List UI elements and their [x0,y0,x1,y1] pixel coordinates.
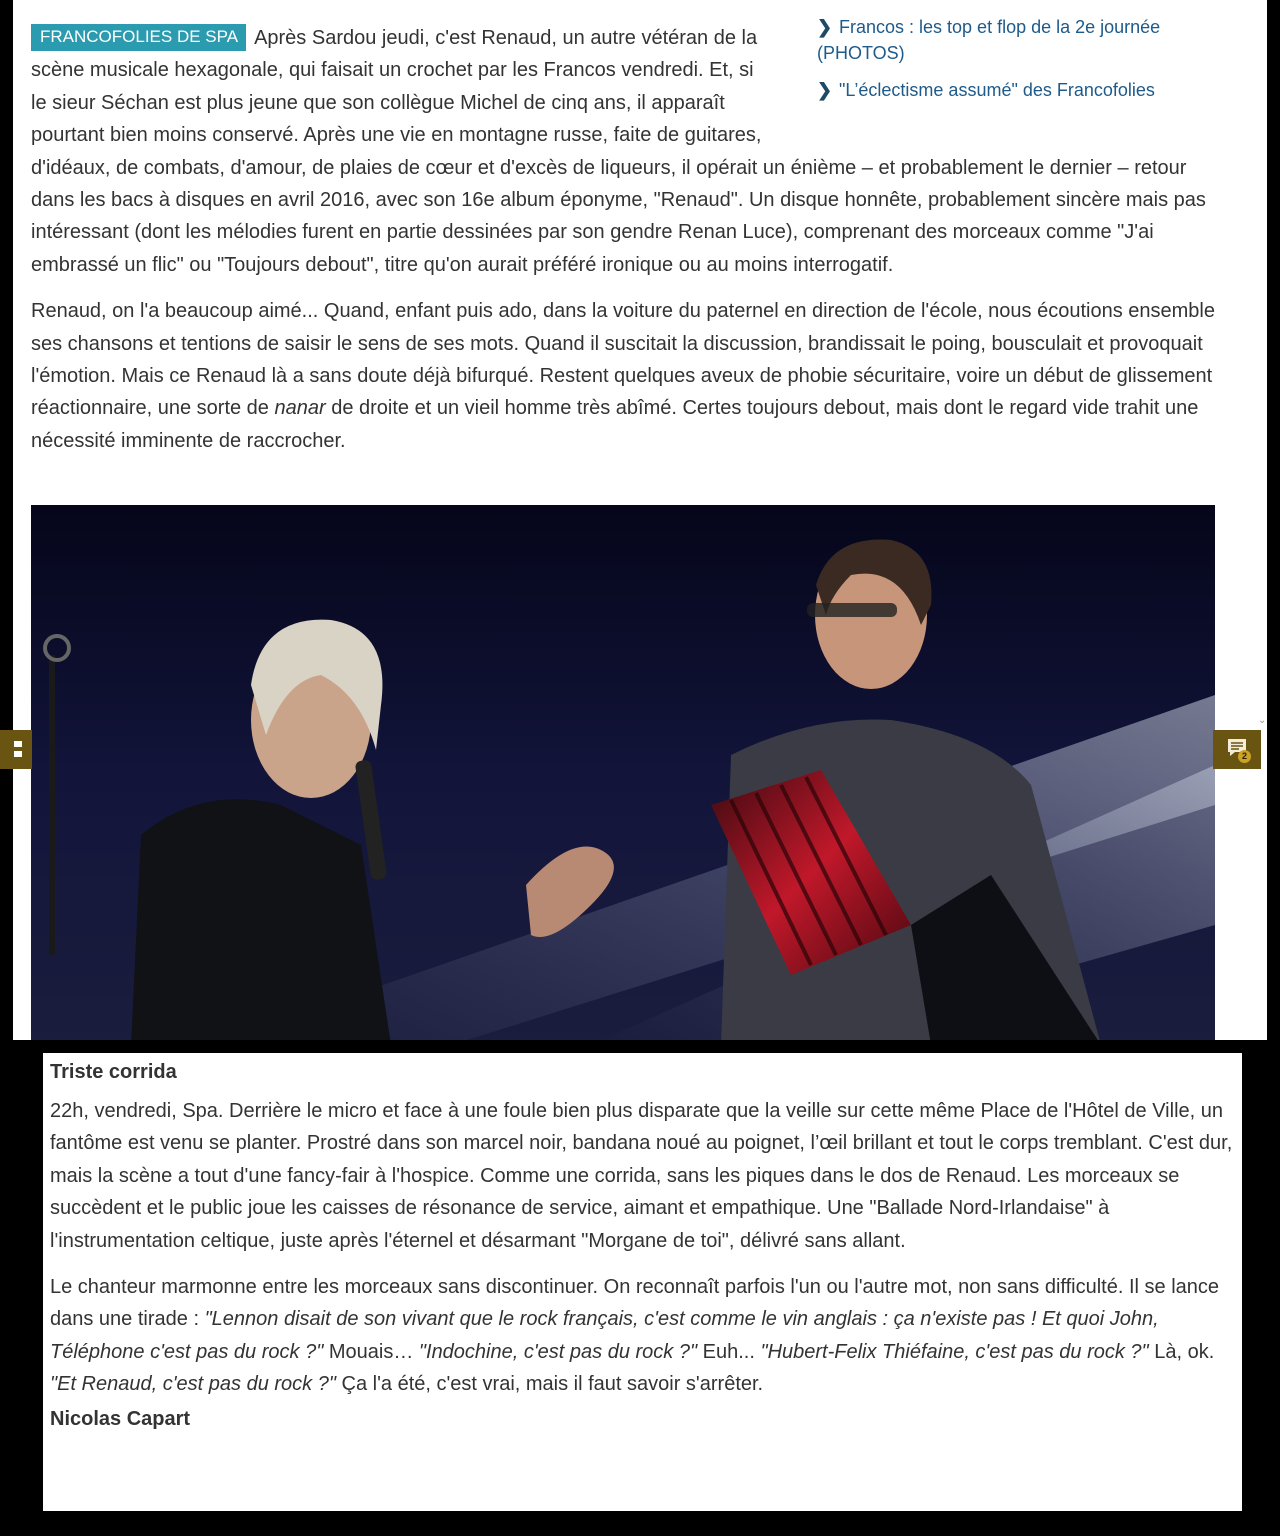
paragraph-text: Là, ok. [1148,1340,1215,1363]
related-links [817,14,1209,114]
menu-icon [14,741,22,757]
paragraph-2 [31,295,1217,457]
paragraph-text: Euh... [697,1340,761,1363]
author-name: Nicolas Capart [50,1407,191,1430]
related-link-label: Francos : les top et flop de la 2e journée (PHOTOS) [817,17,1161,63]
category-tag[interactable]: FRANCOFOLIES DE SPA [31,24,246,51]
quote: "Indochine, c'est pas du rock ?" [418,1340,698,1363]
related-link-2[interactable] [817,77,1209,103]
scroll-down-icon[interactable]: ⌄ [1258,715,1267,726]
comment-count-badge: 2 [1238,750,1251,763]
article-bottom-panel [43,1053,1242,1511]
paragraph-text: Mouais… [323,1340,419,1363]
concert-photo[interactable] [31,505,1215,1040]
comments-tab[interactable] [1213,730,1267,769]
quote: "Hubert-Felix Thiéfaine, c'est pas du rock ?" [760,1340,1149,1363]
italic-word: nanar [274,397,326,420]
intro-text: Après Sardou jeudi, c'est Renaud, un autre vétéran de la scène musicale hexagonale, qui faisait un crochet par les Francos vendredi. Et, si le sieur Séchan est plus jeune que son collègue Michel de cinq ans, il apparaît pourtant bien moins conservé. Après une vie en montagne russe, faite de guitares, d'idéaux, de combats, d'amour, de plaies de cœur et d'excès de liqueurs, il opérait un énième – et probablement le dernier – retour dans les bacs à disques en avril 2016, avec son 16e album éponyme, "Renaud". Un disque honnête, probablement sincère mais pas intéressant (dont les mélodies furent en partie dessinées par son gendre Renan Luce), comprenant des morceaux comme "J'ai embrassé un flic" ou "Toujours debout", titre qu'on aurait préféré ironique ou au moins interrogatif. [31,27,1206,276]
chevron-right-icon: ❯ [817,17,833,37]
chevron-right-icon: ❯ [817,80,833,100]
paragraph-text: de droite et un vieil homme très abîmé. Certes toujours debout, mais dont le regard vide trahit une nécessité imminente de raccrocher. [31,397,1199,452]
section-paragraph-1: 22h, vendredi, Spa. Derrière le micro et face à une foule bien plus disparate que la veille sur cette même Place de l'Hôtel de Ville, un fantôme est venu se planter. Prostré dans son marcel noir, bandana noué au poignet, l’œil brillant et tout le corps tremblant. C'est dur, mais la scène a tout d'une fancy-fair à l'hospice. Comme une corrida, sans les piques dans le dos de Renaud. Les morceaux se succèdent et le public joue les caisses de résonance de service, aimant et empathique. Une "Ballade Nord-Irlandaise" à l'instrumentation celtique, juste après l'éternel et désarmant "Morgane de toi", délivré sans allant. [50,1100,1233,1252]
article-top-panel [13,0,1267,1040]
paragraph-text: Renaud, on l'a beaucoup aimé... Quand, enfant puis ado, dans la voiture du paternel en direction de l'école, nous écoutions ensemble ses chansons et tentions de saisir le sens de ses mots. Quand il suscitait la discussion, brandissait le poing, bousculait et provoquait l'émotion. Mais ce Renaud là a sans doute déjà bifurqué. Restent quelques aveux de phobie sécuritaire, voire un début de glissement réactionnaire, une sorte de [31,300,1215,420]
paragraph-text: Ça l'a été, c'est vrai, mais il faut savoir s'arrêter. [335,1373,764,1396]
related-link-label: "L’éclectisme assumé" des Francofolies [839,80,1155,100]
side-menu-tab[interactable] [0,730,32,769]
section-heading: Triste corrida [50,1061,177,1083]
section-paragraph-2 [50,1271,1234,1401]
article-body [31,17,1217,471]
quote: "Lennon disait de son vivant que le rock français, c'est comme le vin anglais : ça n'existe pas ! Et quoi John, Téléphone c'est pas du rock ?" [50,1308,1159,1363]
paragraph-text: Le chanteur marmonne entre les morceaux sans discontinuer. On reconnaît parfois l'un ou l'autre mot, non sans difficulté. Il se lance dans une tirade : [50,1276,1220,1331]
quote: "Et Renaud, c'est pas du rock ?" [50,1373,336,1396]
related-link-1[interactable] [817,14,1209,66]
tab-edge [1261,730,1267,769]
